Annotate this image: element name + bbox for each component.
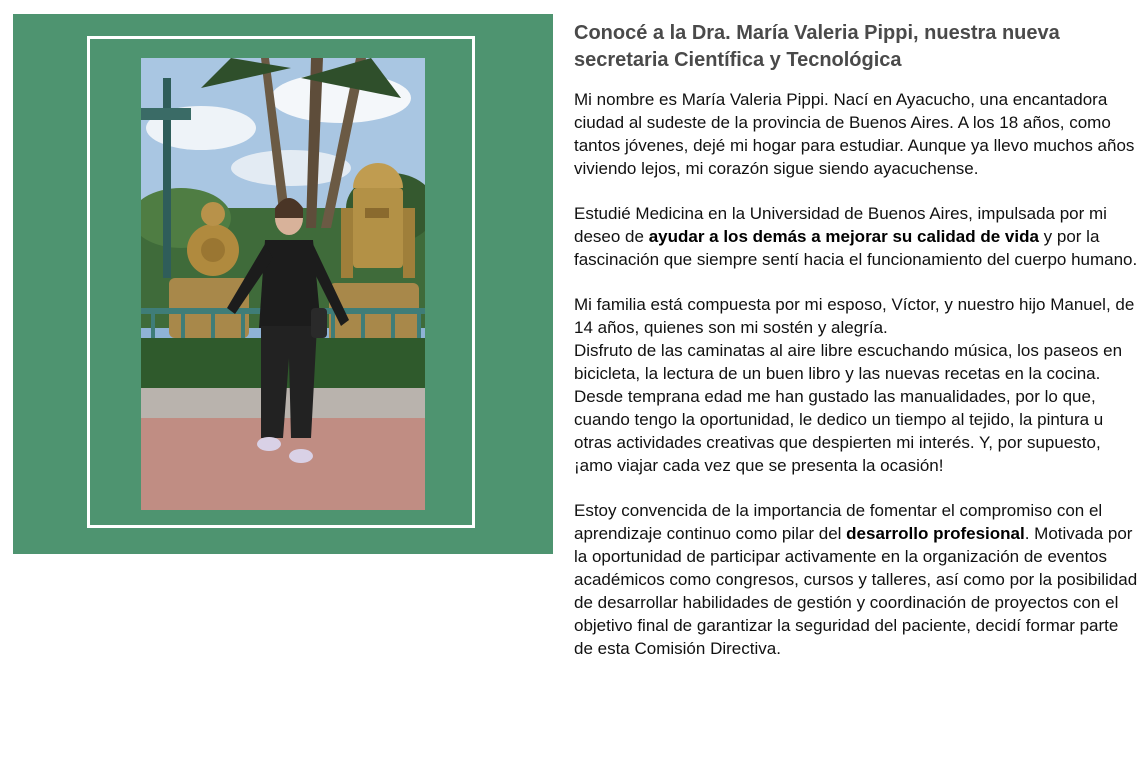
paragraph-studies <box>574 202 1140 271</box>
paragraph-motivation-text: Estoy convencida de la importancia de fomentar el compromiso con el aprendizaje continuo como pilar del <box>574 501 1103 543</box>
paragraph-studies-text: Estudié Medicina en la Universidad de Buenos Aires, impulsada por mi deseo de <box>574 204 1107 246</box>
paragraph-motivation-highlight: desarrollo profesional <box>846 524 1025 543</box>
paragraph-studies-text-end: y por la fascinación que siempre sentí hacia el funcionamiento del cuerpo humano. <box>574 227 1138 269</box>
paragraph-family-text: Mi familia está compuesta por mi esposo, Víctor, y nuestro hijo Manuel, de 14 años, quienes son mi sostén y alegría. <box>574 295 1135 337</box>
paragraph-origin: Mi nombre es María Valeria Pippi. Nací en Ayacucho, una encantadora ciudad al sudeste de la provincia de Buenos Aires. A los 18 años, como tantos jóvenes, dejé mi hogar para estudiar. Aunque ya llevo muchos años viviendo lejos, mi corazón sigue siendo ayacuchense. <box>574 90 1135 178</box>
photo-illustration <box>141 58 425 510</box>
article <box>574 20 1140 682</box>
paragraph-motivation <box>574 499 1140 660</box>
paragraph-studies-highlight: ayudar a los demás a mejorar su calidad de vida <box>648 227 1039 246</box>
photo-panel <box>13 14 553 554</box>
article-title: Conocé a la Dra. María Valeria Pippi, nuestra nueva secretaria Científica y Tecnológica <box>574 22 1060 71</box>
paragraph-family <box>574 293 1140 477</box>
paragraph-hobbies-text: Disfruto de las caminatas al aire libre escuchando música, los paseos en bicicleta, la lectura de un buen libro y las nuevas recetas en la cocina. Desde temprana edad me han gustado las manualidades, por lo que, cuando tengo la oportunidad, le dedico un tiempo al tejido, la pintura u otras actividades creativas que despierten mi interés. Y, por supuesto, ¡amo viajar cada vez que se presenta la ocasión! <box>574 341 1123 475</box>
paragraph-motivation-text-end: . Motivada por la oportunidad de participar activamente en la organización de eventos académicos como congresos, cursos y talleres, así como por la posibilidad de desarrollar habilidades de gestión y coordinación de proyectos con el objetivo final de garantizar la seguridad del paciente, decidí formar parte de esta Comisión Directiva. <box>574 524 1138 658</box>
profile-photo <box>141 58 425 510</box>
